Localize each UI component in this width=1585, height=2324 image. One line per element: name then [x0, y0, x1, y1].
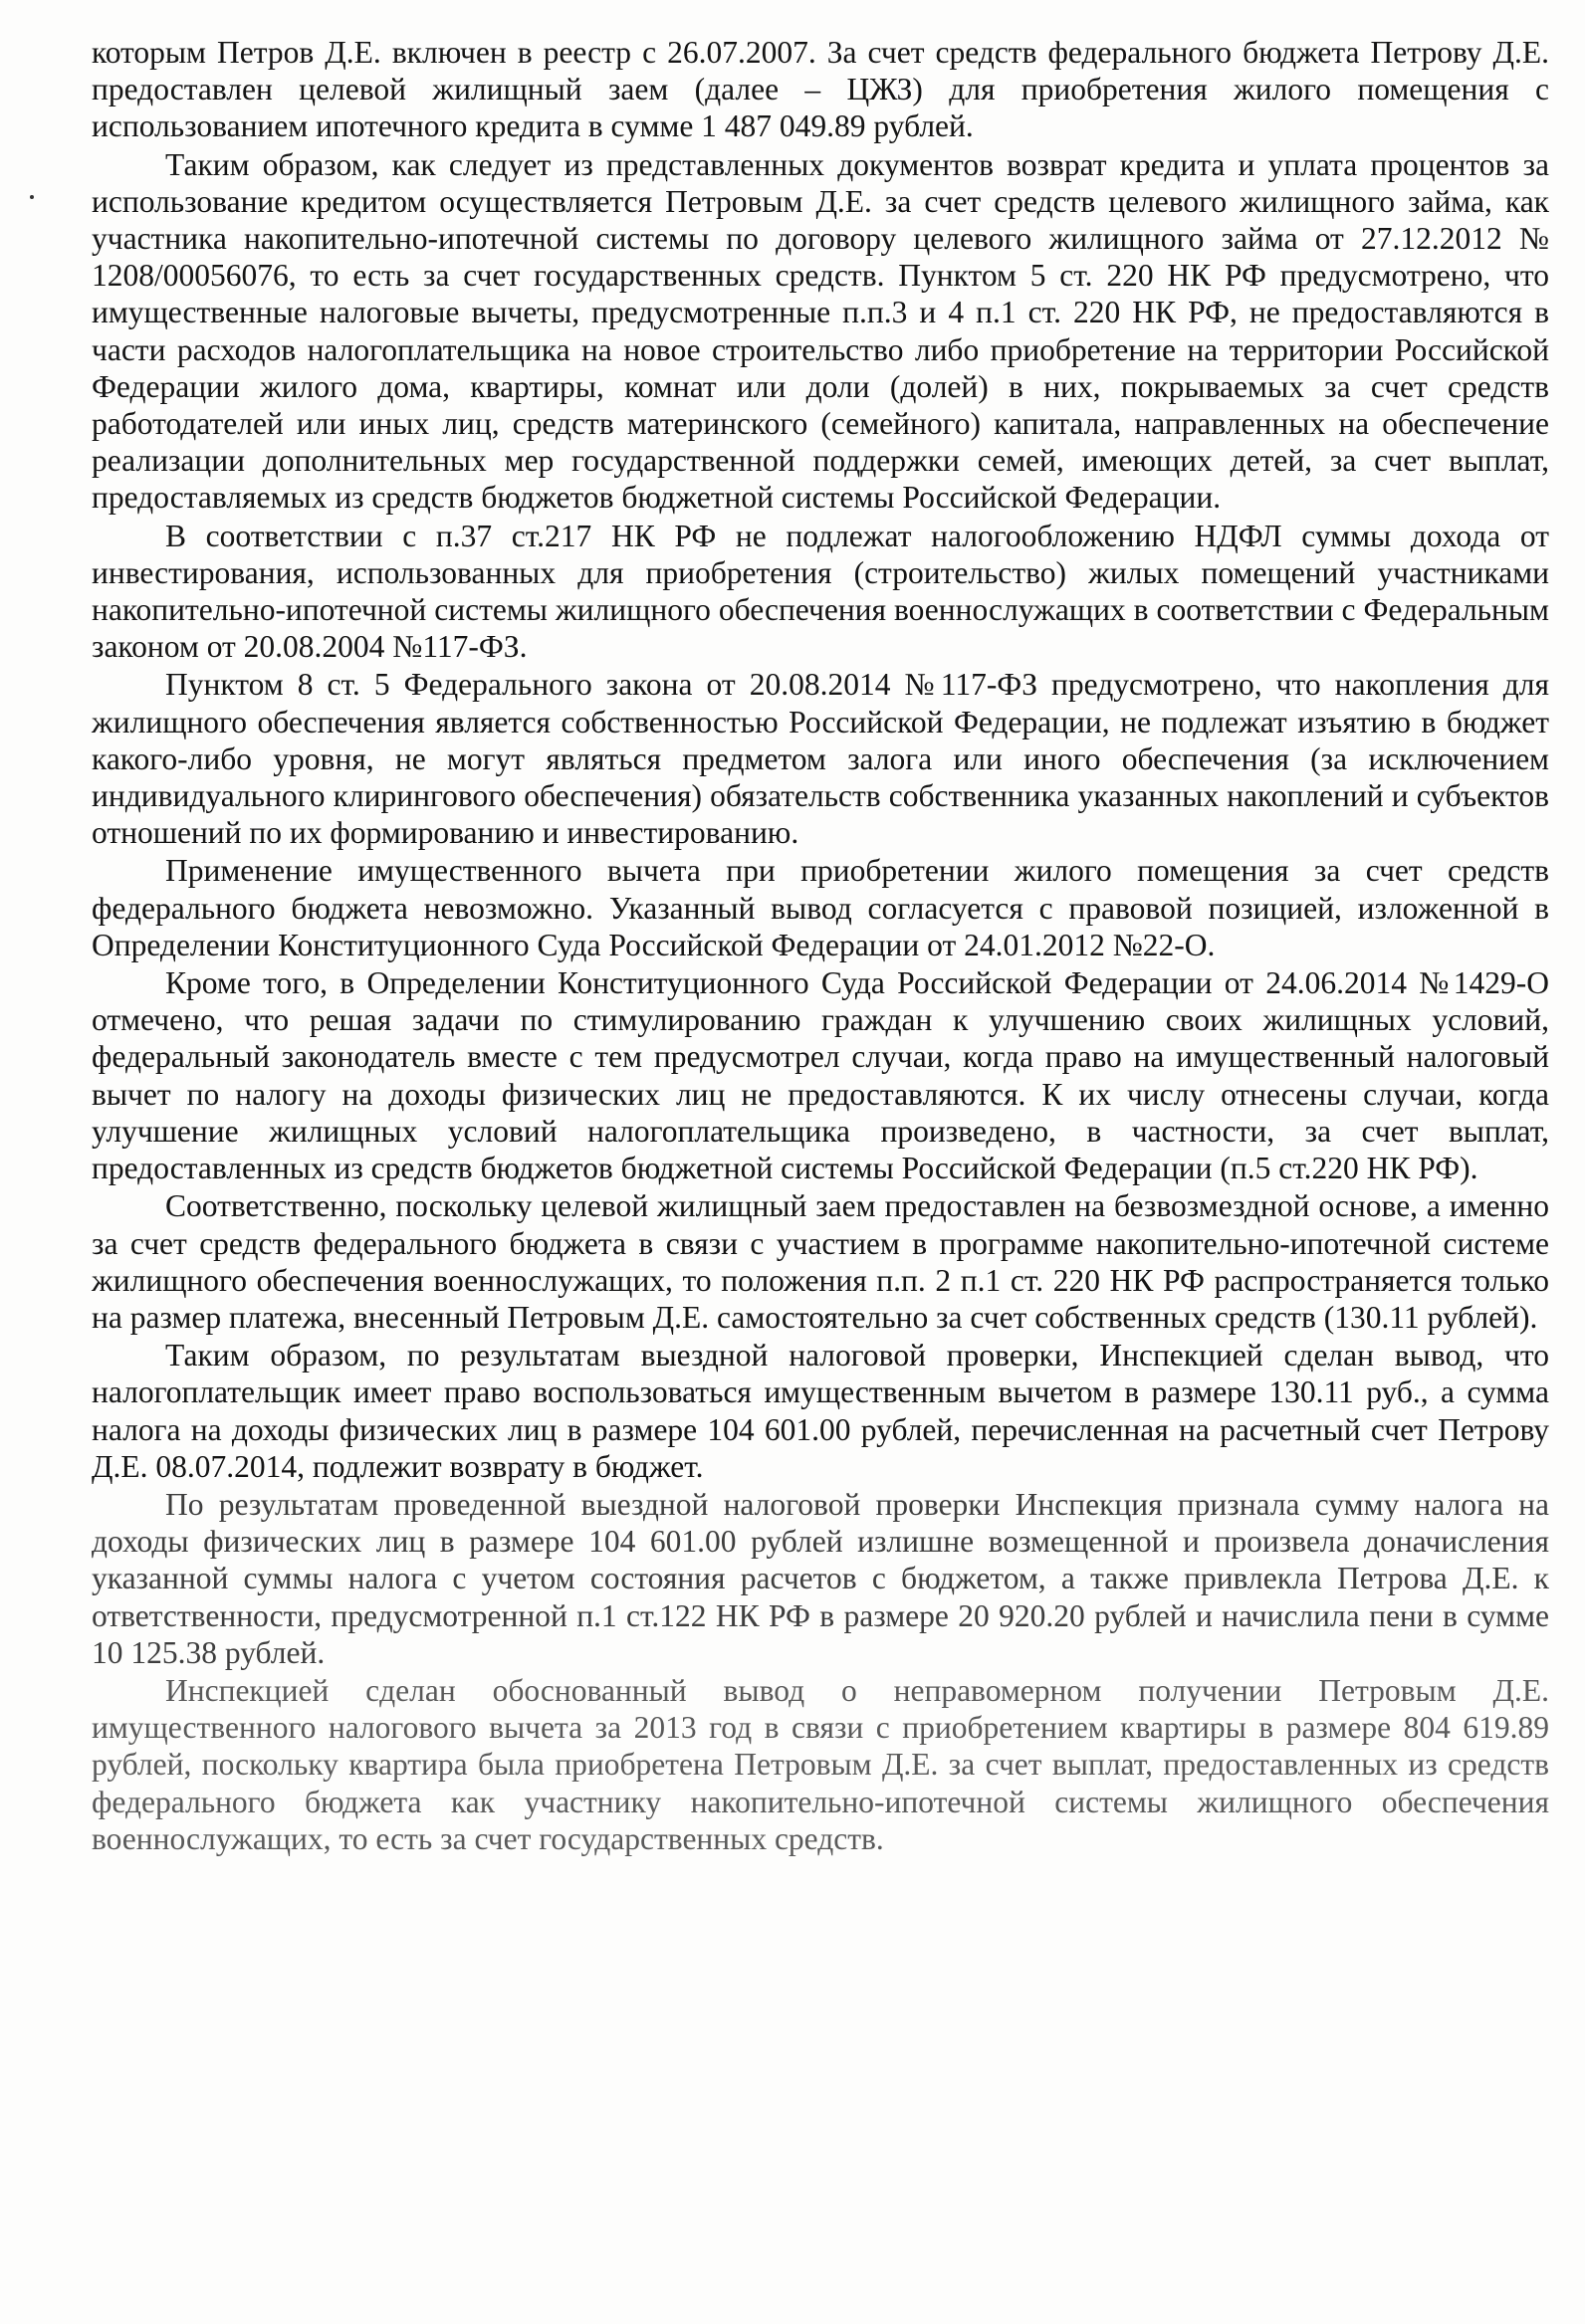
scan-speck — [30, 195, 34, 199]
paragraph-4: Пунктом 8 ст. 5 Федерального закона от 20.08.2014 №117-ФЗ предусмотрено, что накопления для жилищного обеспечения является собственностью Российской Федерации, не подлежат изъятию в бюджет какого-либо уровня, не могут являться предметом залога или иного обеспечения (за исключением индивидуального клирингового обеспечения) обязательств собственника указанных накоплений и субъектов отношений по их формированию и инвестированию. — [92, 667, 1549, 851]
paragraph-10: Инспекцией сделан обоснованный вывод о неправомерном получении Петровым Д.Е. имущественного налогового вычета за 2013 год в связи с приобретением квартиры в размере 804 619.89 рублей, поскольку квартира была приобретена Петровым Д.Е. за счет выплат, предоставленных из средств федерального бюджета как участнику накопительно-ипотечной системы жилищного обеспечения военнослужащих, то есть за счет государственных средств. — [92, 1672, 1549, 1856]
paragraph-2: Таким образом, как следует из представленных документов возврат кредита и уплата процентов за использование кредитом осуществляется Петровым Д.Е. за счет средств целевого жилищного займа, как участника накопительно-ипотечной системы по договору целевого жилищного займа от 27.12.2012 № 1208/00056076, то есть за счет государственных средств. Пунктом 5 ст. 220 НК РФ предусмотрено, что имущественные налоговые вычеты, предусмотренные п.п.3 и 4 п.1 ст. 220 НК РФ, не предоставляются в части расходов налогоплательщика на новое строительство либо приобретение на территории Российской Федерации жилого дома, квартиры, комнат или доли (долей) в них, покрываемых за счет средств работодателей или иных лиц, средств материнского (семейного) капитала, направленных на обеспечение реализации дополнительных мер государственной поддержки семей, имеющих детей, за счет выплат, предоставляемых из средств бюджетов бюджетной системы Российской Федерации. — [92, 146, 1549, 516]
paragraph-6: Кроме того, в Определении Конституционного Суда Российской Федерации от 24.06.2014 №1429-О отмечено, что решая задачи по стимулированию граждан к улучшению своих жилищных условий, федеральный законодатель вместе с тем предусмотрел случаи, когда право на имущественный налоговый вычет по налогу на доходы физических лиц не предоставляются. К их числу отнесены случаи, когда улучшение жилищных условий налогоплательщика произведено, в частности, за счет выплат, предоставленных из средств бюджетов бюджетной системы Российской Федерации (п.5 ст.220 НК РФ). — [92, 965, 1549, 1186]
paragraph-8: Таким образом, по результатам выездной налоговой проверки, Инспекцией сделан вывод, что налогоплательщик имеет право воспользоваться имущественным вычетом в размере 130.11 руб., а сумма налога на доходы физических лиц в размере 104 601.00 рублей, перечисленная на расчетный счет Петрову Д.Е. 08.07.2014, подлежит возврату в бюджет. — [92, 1338, 1549, 1484]
paragraph-3: В соответствии с п.37 ст.217 НК РФ не подлежат налогообложению НДФЛ суммы дохода от инвестирования, использованных для приобретения (строительство) жилых помещений участниками накопительно-ипотечной системы жилищного обеспечения военнослужащих в соответствии с Федеральным законом от 20.08.2004 №117-ФЗ. — [92, 518, 1549, 665]
paragraph-1: которым Петров Д.Е. включен в реестр с 26.07.2007. За счет средств федерального бюджета Петрову Д.Е. предоставлен целевой жилищный заем (далее – ЦЖЗ) для приобретения жилого помещения с использованием ипотечного кредита в сумме 1 487 049.89 рублей. — [92, 35, 1549, 144]
paragraph-7: Соответственно, поскольку целевой жилищный заем предоставлен на безвозмездной основе, а именно за счет средств федерального бюджета в связи с участием в программе накопительно-ипотечной системе жилищного обеспечения военнослужащих, то положения п.п. 2 п.1 ст. 220 НК РФ распространяется только на размер платежа, внесенный Петровым Д.Е. самостоятельно за счет собственных средств (130.11 рублей). — [92, 1188, 1549, 1335]
paragraph-9: По результатам проведенной выездной налоговой проверки Инспекция признала сумму налога на доходы физических лиц в размере 104 601.00 рублей излишне возмещенной и произвела доначисления указанной суммы налога с учетом состояния расчетов с бюджетом, а также привлекла Петрова Д.Е. к ответственности, предусмотренной п.1 ст.122 НК РФ в размере 20 920.20 рублей и начислила пени в сумме 10 125.38 рублей. — [92, 1486, 1549, 1670]
paragraph-5: Применение имущественного вычета при приобретении жилого помещения за счет средств федерального бюджета невозможно. Указанный вывод согласуется с правовой позицией, изложенной в Определении Конституционного Суда Российской Федерации от 24.01.2012 №22-О. — [92, 853, 1549, 962]
